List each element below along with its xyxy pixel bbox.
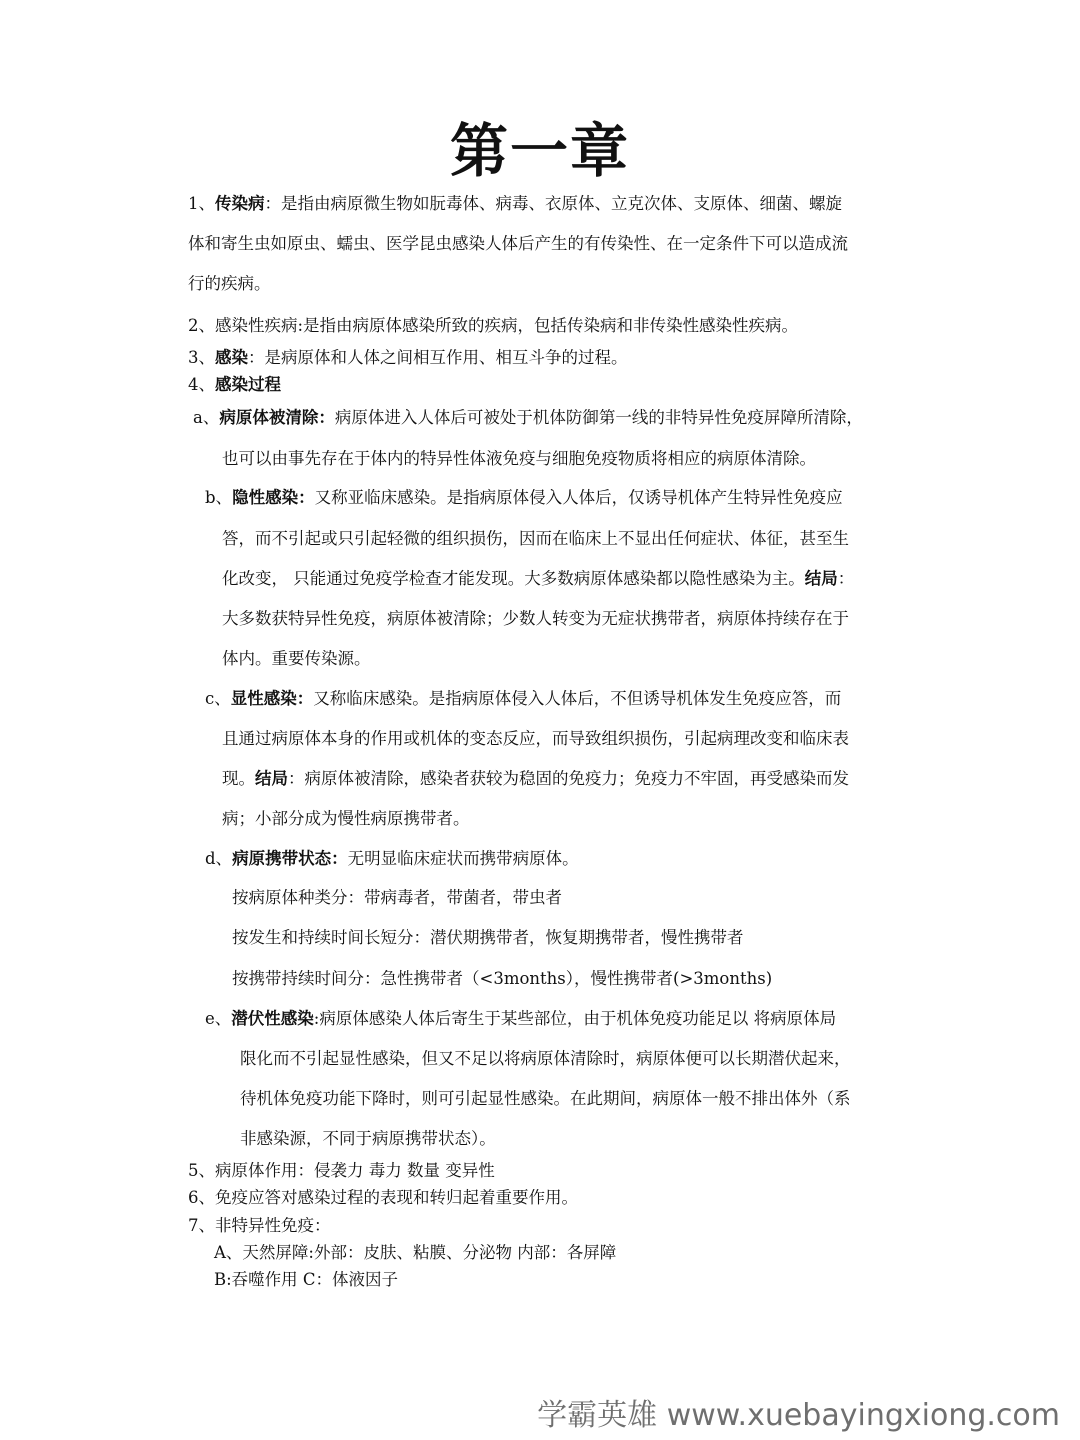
sub-b-line4: 大多数获特异性免疫，病原体被清除；少数人转变为无症状携带者，病原体持续存在于 xyxy=(222,609,849,628)
item1-number: 1、 xyxy=(188,194,215,213)
sub-e-term: 潜伏性感染 xyxy=(231,1009,314,1028)
sub-b-outcome-label: 结局 xyxy=(804,569,838,588)
item4-number: 4、 xyxy=(188,375,215,394)
sub-e-line2: 限化而不引起显性感染，但又不足以将病原体清除时，病原体便可以长期潜伏起来， xyxy=(240,1049,851,1068)
item1-line2: 体和寄生虫如原虫、蠕虫、医学昆虫感染人体后产生的有传染性、在一定条件下可以造成流 xyxy=(188,234,848,253)
item1-line3: 行的疾病。 xyxy=(188,274,271,293)
item3-line xyxy=(188,344,628,368)
item1-term: 传染病 xyxy=(215,194,265,213)
item6-line: 6、免疫应答对感染过程的表现和转归起着重要作用。 xyxy=(188,1188,578,1207)
sub-b-term: 隐性感染 xyxy=(232,488,299,507)
sub-b-number: b、 xyxy=(205,488,233,507)
sub-b-line1 xyxy=(205,484,843,508)
item7-sub-a: A、天然屏障:外部：皮肤、粘膜、分泌物 内部：各屏障 xyxy=(214,1243,617,1262)
sub-d-line3: 按发生和持续时间长短分：潜伏期携带者，恢复期携带者，慢性携带者 xyxy=(232,928,744,947)
sub-d-line4: 按携带持续时间分：急性携带者（<3months），慢性携带者(>3months) xyxy=(232,969,773,988)
item1-sep: ： xyxy=(264,194,281,213)
sub-c-sep: ： xyxy=(296,689,314,708)
item3-text: ：是病原体和人体之间相互作用、相互斗争的过程。 xyxy=(248,348,628,367)
sub-c-line3 xyxy=(222,765,849,789)
item2-line: 2、感染性疾病:是指由病原体感染所致的疾病，包括传染病和非传染性感染性疾病。 xyxy=(188,316,799,335)
sub-b-line5: 体内。重要传染源。 xyxy=(222,649,371,668)
sub-d-sep: ： xyxy=(331,849,348,868)
item1-line1 xyxy=(188,190,842,214)
sub-e-sep: : xyxy=(313,1009,320,1028)
item3-number: 3、 xyxy=(188,348,215,367)
sub-a-text: 病原体进入人体后可被处于机体防御第一线的非特异性免疫屏障所清除， xyxy=(334,408,863,427)
item1-text: 是指由病原微生物如朊毒体、病毒、衣原体、立克次体、支原体、细菌、螺旋 xyxy=(281,194,842,213)
sub-e-text: 病原体感染人体后寄生于某些部位，由于机体免疫功能足以 将病原体局 xyxy=(319,1009,837,1028)
sub-d-number: d、 xyxy=(205,849,233,868)
sub-a-line2: 也可以由事先存在于体内的特异性体液免疫与细胞免疫物质将相应的病原体清除。 xyxy=(222,449,816,468)
sub-b-line3 xyxy=(222,565,854,589)
sub-c-outcome-label: 结局 xyxy=(255,769,288,788)
sub-d-text: 无明显临床症状而携带病原体。 xyxy=(347,849,579,868)
sub-c-term: 显性感染 xyxy=(230,689,297,708)
sub-a-sep: ： xyxy=(318,408,335,427)
watermark: 学霸英雄 www.xuebayingxiong.com xyxy=(537,1398,1060,1433)
sub-c-line4: 病；小部分成为慢性病原携带者。 xyxy=(222,809,470,828)
sub-b-text3: 化改变， 只能通过免疫学检查才能发现。大多数病原体感染都以隐性感染为主。 xyxy=(222,569,805,588)
item4-line xyxy=(188,371,281,395)
sub-e-line1 xyxy=(205,1005,836,1029)
sub-d-line1 xyxy=(205,845,579,869)
sub-a-term: 病原体被清除 xyxy=(219,408,319,427)
sub-e-line4: 非感染源，不同于病原携带状态）。 xyxy=(240,1129,496,1148)
sub-b-line2: 答，而不引起或只引起轻微的组织损伤，因而在临床上不显出任何症状、体征，甚至生 xyxy=(222,529,849,548)
sub-c-number: c、 xyxy=(205,689,231,708)
sub-c-line2: 且通过病原体本身的作用或机体的变态反应，而导致组织损伤，引起病理改变和临床表 xyxy=(222,729,849,748)
sub-a-number: a、 xyxy=(193,408,220,427)
item4-term: 感染过程 xyxy=(215,375,281,394)
item5-line: 5、病原体作用：侵袭力 毒力 数量 变异性 xyxy=(188,1161,495,1180)
sub-c-outcome-text: ：病原体被清除，感染者获较为稳固的免疫力；免疫力不牢固，再受感染而发 xyxy=(288,769,849,788)
sub-b-sep: ： xyxy=(298,488,315,507)
sub-b-outcome-sep: ： xyxy=(837,569,855,588)
item3-term: 感染 xyxy=(215,348,248,367)
sub-e-number: e、 xyxy=(205,1009,232,1028)
sub-a-line1 xyxy=(193,404,863,428)
sub-c-text3: 现。 xyxy=(222,769,255,788)
sub-d-line2: 按病原体种类分：带病毒者，带菌者，带虫者 xyxy=(232,888,562,907)
item7-sub-b: B:吞噬作用 C：体液因子 xyxy=(214,1270,399,1289)
sub-c-text: 又称临床感染。是指病原体侵入人体后，不但诱导机体发生免疫应答，而 xyxy=(313,689,842,708)
sub-b-text: 又称亚临床感染。是指病原体侵入人体后，仅诱导机体产生特异性免疫应 xyxy=(314,488,843,507)
sub-c-line1 xyxy=(205,685,841,709)
sub-e-line3: 待机体免疫功能下降时，则可引起显性感染。在此期间，病原体一般不排出体外（系 xyxy=(240,1089,851,1108)
item7-line: 7、非特异性免疫： xyxy=(188,1216,331,1235)
chapter-title: 第一章 xyxy=(449,117,630,185)
sub-d-term: 病原携带状态 xyxy=(232,849,332,868)
